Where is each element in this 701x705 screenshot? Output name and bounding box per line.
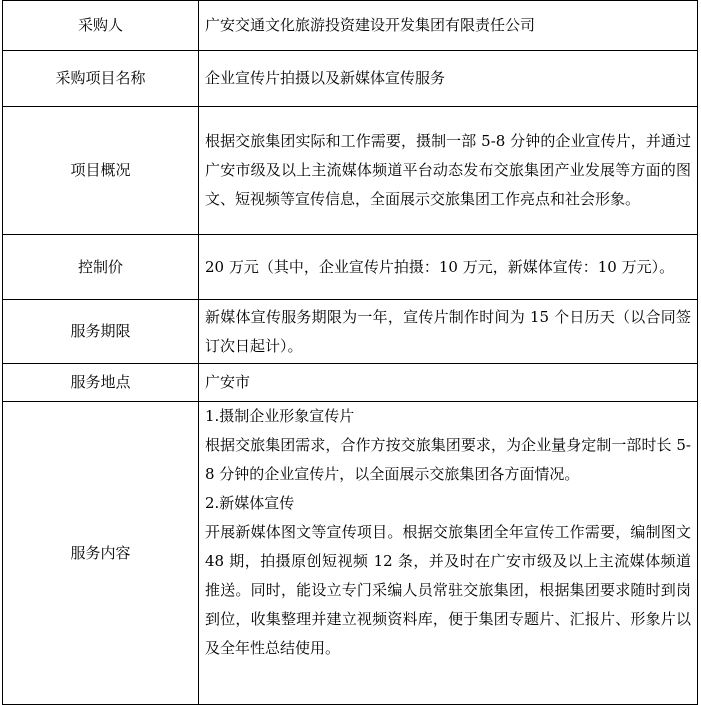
content-heading: 2.新媒体宣传 xyxy=(205,494,295,512)
row-value: 新媒体宣传服务期限为一年，宣传片制作时间为 15 个日历天（以合同签订次日起计）。 xyxy=(199,300,698,364)
table-row-project-overview xyxy=(3,107,698,235)
table-row-project-name xyxy=(3,51,698,107)
table-row-service-period xyxy=(3,300,698,364)
table-row-purchaser xyxy=(3,1,698,51)
row-label: 服务地点 xyxy=(3,364,199,402)
table-row-service-content xyxy=(3,402,698,705)
row-value: 企业宣传片拍摄以及新媒体宣传服务 xyxy=(199,51,698,107)
row-label: 采购人 xyxy=(3,1,199,51)
row-value: 根据交旅集团实际和工作需要，摄制一部 5-8 分钟的企业宣传片，并通过广安市级及以上主流媒体频道平台动态发布交旅集团产业发展等方面的图文、短视频等宣传信息，全面展示交旅集团工作亮点和社会形象。 xyxy=(199,107,698,235)
content-paragraph: 开展新媒体图文等宣传项目。根据交旅集团全年宣传工作需要，编制图文 48 期，拍摄原创短视频 12 条，并及时在广安市级及以上主流媒体频道推送。同时，能设立专门采编人员常驻交旅集团，根据集团要求随时到岗到位，收集整理并建立视频资料库，便于集团专题片、汇报片、形象片以及全年性总结使用。 xyxy=(205,523,691,657)
content-heading: 1.摄制企业形象宣传片 xyxy=(205,407,355,425)
row-value: 广安市 xyxy=(199,364,698,402)
row-label: 项目概况 xyxy=(3,107,199,235)
row-value: 20 万元（其中，企业宣传片拍摄：10 万元，新媒体宣传：10 万元）。 xyxy=(199,235,698,300)
content-paragraph: 根据交旅集团需求，合作方按交旅集团要求，为企业量身定制一部时长 5-8 分钟的企业宣传片，以全面展示交旅集团各方面情况。 xyxy=(205,436,691,483)
row-label: 服务期限 xyxy=(3,300,199,364)
table-row-service-location xyxy=(3,364,698,402)
table-row-control-price xyxy=(3,235,698,300)
row-value: 广安交通文化旅游投资建设开发集团有限责任公司 xyxy=(199,1,698,51)
row-value xyxy=(199,402,698,705)
procurement-table xyxy=(2,0,698,705)
row-label: 服务内容 xyxy=(3,402,199,705)
row-label: 控制价 xyxy=(3,235,199,300)
row-label: 采购项目名称 xyxy=(3,51,199,107)
